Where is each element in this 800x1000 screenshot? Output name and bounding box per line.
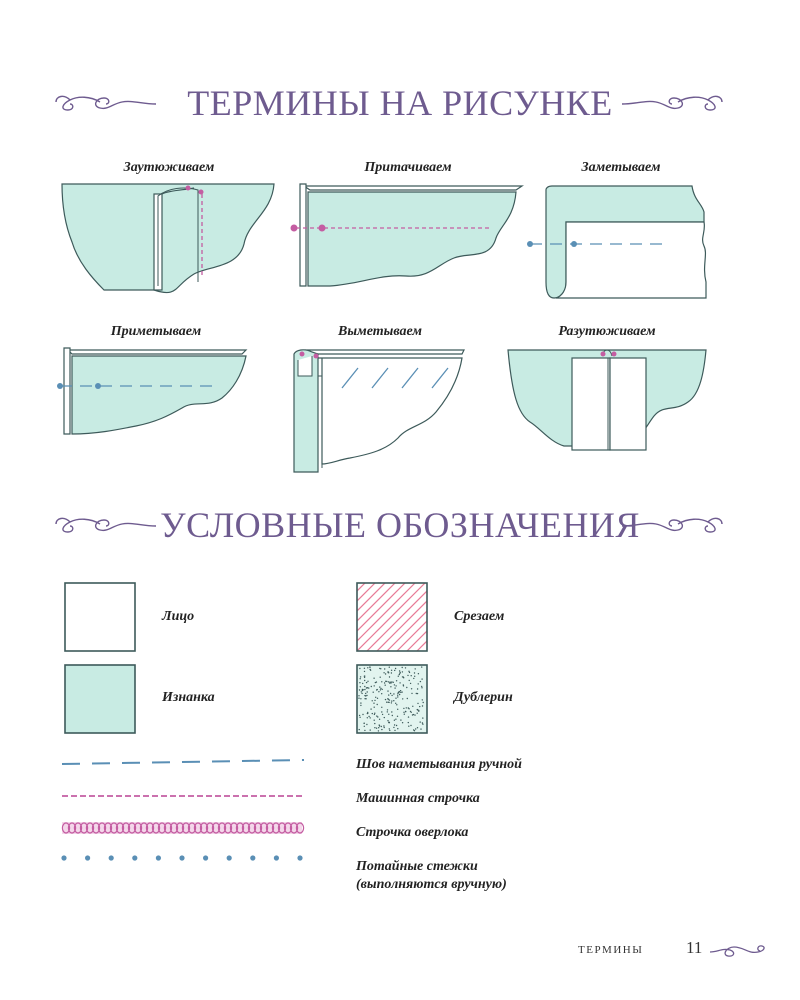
texture-dot <box>389 722 390 723</box>
texture-dot <box>412 714 413 715</box>
texture-dot <box>405 667 406 668</box>
term-press-over <box>58 160 280 300</box>
texture-dot <box>395 719 396 720</box>
texture-dot <box>403 685 404 686</box>
texture-dot <box>414 672 415 673</box>
term-baste-out <box>290 324 470 484</box>
texture-dot <box>381 681 382 682</box>
texture-dot <box>395 698 396 699</box>
texture-dot <box>364 677 365 678</box>
blind-stitch-dot <box>132 855 137 860</box>
texture-dot <box>408 726 409 727</box>
texture-dot <box>377 704 378 705</box>
texture-dot <box>381 707 382 708</box>
texture-dot <box>393 700 394 701</box>
texture-dot <box>384 668 385 669</box>
texture-dot <box>417 693 418 694</box>
texture-dot <box>388 702 389 703</box>
texture-dot <box>384 682 385 683</box>
texture-dot <box>374 727 375 728</box>
term-label: Приметываем <box>110 324 202 339</box>
texture-dot <box>389 682 390 683</box>
blind-stitch-dot <box>61 855 66 860</box>
texture-dot <box>367 712 368 713</box>
texture-dot <box>395 668 396 669</box>
texture-dot <box>388 681 389 682</box>
term-label: Разутюживаем <box>558 324 656 339</box>
texture-dot <box>399 674 400 675</box>
texture-dot <box>387 698 388 699</box>
texture-dot <box>422 724 423 725</box>
texture-dot <box>374 714 375 715</box>
texture-dot <box>399 682 400 683</box>
texture-dot <box>393 693 394 694</box>
texture-dot <box>401 691 402 692</box>
texture-dot <box>409 680 410 681</box>
texture-dot <box>367 687 368 688</box>
blind-stitch-dot <box>85 855 90 860</box>
texture-dot <box>402 698 403 699</box>
section-title-terms <box>0 78 800 128</box>
interfacing-label: Дублерин <box>454 690 513 705</box>
texture-dot <box>393 682 394 683</box>
texture-dot <box>394 720 395 721</box>
section-title-legend <box>0 500 800 550</box>
texture-dot <box>390 682 391 683</box>
texture-dot <box>369 667 370 668</box>
texture-dot <box>384 727 385 728</box>
term-label: Заметываем <box>581 160 661 175</box>
overlock-label: Строчка оверлока <box>356 825 469 840</box>
texture-dot <box>393 727 394 728</box>
texture-dot <box>378 727 379 728</box>
texture-dot <box>411 693 412 694</box>
texture-dot <box>397 728 398 729</box>
texture-dot <box>408 716 409 717</box>
term-label: Притачиваем <box>364 160 452 175</box>
texture-dot <box>418 673 419 674</box>
texture-dot <box>374 685 375 686</box>
texture-dot <box>402 671 403 672</box>
baste-out-illustration <box>290 346 470 476</box>
texture-dot <box>361 691 362 692</box>
texture-dot <box>366 695 367 696</box>
texture-dot <box>364 698 365 699</box>
face-swatch <box>64 582 136 652</box>
texture-dot <box>364 689 365 690</box>
texture-dot <box>377 698 378 699</box>
texture-dot <box>413 678 414 679</box>
texture-dot <box>383 725 384 726</box>
texture-dot <box>389 730 390 731</box>
flourish-right-icon <box>618 512 726 536</box>
texture-dot <box>384 717 385 718</box>
texture-dot <box>362 714 363 715</box>
texture-dot <box>414 714 415 715</box>
texture-dot <box>403 708 404 709</box>
term-label: Выметываем <box>338 324 422 339</box>
texture-dot <box>407 675 408 676</box>
texture-dot <box>396 725 397 726</box>
texture-dot <box>396 704 397 705</box>
texture-dot <box>415 728 416 729</box>
texture-dot <box>376 728 377 729</box>
texture-dot <box>366 687 367 688</box>
texture-dot <box>370 729 371 730</box>
texture-dot <box>394 724 395 725</box>
texture-dot <box>380 688 381 689</box>
texture-dot <box>360 705 361 706</box>
texture-dot <box>364 668 365 669</box>
texture-dot <box>406 707 407 708</box>
texture-dot <box>395 703 396 704</box>
texture-dot <box>363 723 364 724</box>
texture-dot <box>387 709 388 710</box>
blind-stitch-line <box>58 848 310 868</box>
texture-dot <box>420 681 421 682</box>
texture-dot <box>364 676 365 677</box>
term-stitch-on <box>290 160 526 300</box>
texture-dot <box>394 730 395 731</box>
texture-dot <box>422 699 423 700</box>
texture-dot <box>423 702 424 703</box>
texture-dot <box>372 700 373 701</box>
texture-dot <box>414 676 415 677</box>
texture-dot <box>379 719 380 720</box>
texture-dot <box>367 717 368 718</box>
flourish-footer-icon <box>708 944 768 958</box>
texture-dot <box>408 722 409 723</box>
texture-dot <box>385 685 386 686</box>
texture-dot <box>387 690 388 691</box>
texture-dot <box>361 693 362 694</box>
blind-stitch-label-1: Потайные стежки <box>356 859 478 874</box>
texture-dot <box>379 686 380 687</box>
texture-dot <box>366 724 367 725</box>
texture-dot <box>375 682 376 683</box>
interfacing-swatch <box>356 664 428 734</box>
texture-dot <box>374 720 375 721</box>
texture-dot <box>413 729 414 730</box>
texture-dot <box>398 676 399 677</box>
texture-dot <box>391 670 392 671</box>
texture-dot <box>397 696 398 697</box>
texture-dot <box>374 713 375 714</box>
texture-dot <box>394 684 395 685</box>
texture-dot <box>382 689 383 690</box>
texture-dot <box>388 694 389 695</box>
texture-dot <box>381 726 382 727</box>
texture-dot <box>380 668 381 669</box>
texture-dot <box>391 711 392 712</box>
texture-dot <box>359 682 360 683</box>
texture-dot <box>387 720 388 721</box>
texture-dot <box>386 702 387 703</box>
texture-dot <box>399 691 400 692</box>
press-open-illustration <box>504 346 710 456</box>
texture-dot <box>368 716 369 717</box>
term-press-open <box>504 324 710 464</box>
texture-dot <box>388 714 389 715</box>
texture-dot <box>380 677 381 678</box>
texture-dot <box>395 685 396 686</box>
cut-swatch <box>356 582 428 652</box>
texture-dot <box>421 687 422 688</box>
texture-dot <box>367 691 368 692</box>
texture-dot <box>385 699 386 700</box>
texture-dot <box>397 709 398 710</box>
texture-dot <box>377 689 378 690</box>
texture-dot <box>410 711 411 712</box>
texture-dot <box>422 717 423 718</box>
texture-dot <box>360 702 361 703</box>
blind-stitch-dot <box>274 855 279 860</box>
texture-dot <box>370 708 371 709</box>
texture-dot <box>389 699 390 700</box>
texture-dot <box>403 712 404 713</box>
texture-dot <box>410 725 411 726</box>
texture-dot <box>358 695 359 696</box>
texture-dot <box>417 688 418 689</box>
blind-stitch-dot <box>203 855 208 860</box>
machine-stitch-line <box>58 786 310 806</box>
texture-dot <box>373 678 374 679</box>
texture-dot <box>402 722 403 723</box>
legend-title: УСЛОВНЫЕ ОБОЗНАЧЕНИЯ <box>160 505 640 545</box>
texture-dot <box>364 726 365 727</box>
stitch-on-illustration <box>290 182 526 300</box>
texture-dot <box>400 692 401 693</box>
texture-dot <box>364 671 365 672</box>
texture-dot <box>360 686 361 687</box>
term-label: Заутюживаем <box>123 160 215 175</box>
texture-dot <box>383 672 384 673</box>
texture-dot <box>364 686 365 687</box>
flourish-right-icon <box>618 90 726 114</box>
hand-basting-label: Шов наметывания ручной <box>356 757 522 772</box>
texture-dot <box>359 715 360 716</box>
term-baste-hem <box>526 160 716 300</box>
texture-dot <box>391 672 392 673</box>
blind-stitch-label-2: (выполняются вручную) <box>356 877 507 892</box>
texture-dot <box>367 667 368 668</box>
texture-dot <box>378 691 379 692</box>
texture-dot <box>385 673 386 674</box>
texture-dot <box>419 706 420 707</box>
texture-dot <box>390 686 391 687</box>
texture-dot <box>376 715 377 716</box>
texture-dot <box>389 728 390 729</box>
texture-dot <box>374 707 375 708</box>
texture-dot <box>359 717 360 718</box>
texture-dot <box>400 690 401 691</box>
texture-dot <box>420 728 421 729</box>
texture-dot <box>411 688 412 689</box>
texture-dot <box>391 700 392 701</box>
texture-dot <box>400 719 401 720</box>
texture-dot <box>381 711 382 712</box>
texture-dot <box>381 729 382 730</box>
texture-dot <box>362 683 363 684</box>
term-baste-on <box>56 324 256 444</box>
texture-dot <box>399 670 400 671</box>
texture-dot <box>407 698 408 699</box>
texture-dot <box>402 676 403 677</box>
texture-dot <box>417 727 418 728</box>
texture-dot <box>420 721 421 722</box>
texture-dot <box>391 702 392 703</box>
texture-dot <box>372 713 373 714</box>
texture-dot <box>421 666 422 667</box>
face-label: Лицо <box>162 609 195 624</box>
texture-dot <box>359 689 360 690</box>
texture-dot <box>397 716 398 717</box>
texture-dot <box>370 717 371 718</box>
texture-dot <box>362 689 363 690</box>
texture-dot <box>371 686 372 687</box>
footer-section-name: ТЕРМИНЫ <box>578 944 644 956</box>
texture-dot <box>391 695 392 696</box>
texture-dot <box>386 681 387 682</box>
page-footer <box>540 938 780 962</box>
texture-dot <box>394 687 395 688</box>
texture-dot <box>359 729 360 730</box>
machine-stitch-label: Машинная строчка <box>356 791 480 806</box>
texture-dot <box>399 673 400 674</box>
texture-dot <box>387 711 388 712</box>
blind-stitch-dot <box>297 855 302 860</box>
texture-dot <box>374 723 375 724</box>
texture-dot <box>421 686 422 687</box>
texture-dot <box>358 698 359 699</box>
baste-on-illustration <box>56 346 256 442</box>
texture-dot <box>373 692 374 693</box>
texture-dot <box>364 730 365 731</box>
page-title: ТЕРМИНЫ НА РИСУНКЕ <box>187 83 613 123</box>
texture-dot <box>380 689 381 690</box>
texture-dot <box>389 676 390 677</box>
overlock-line <box>58 818 310 838</box>
blind-stitch-dot <box>227 855 232 860</box>
texture-dot <box>415 668 416 669</box>
texture-dot <box>364 680 365 681</box>
texture-dot <box>374 700 375 701</box>
texture-dot <box>410 683 411 684</box>
texture-dot <box>404 714 405 715</box>
texture-dot <box>403 677 404 678</box>
texture-dot <box>421 678 422 679</box>
blind-stitch-dot <box>109 855 114 860</box>
back-swatch <box>64 664 136 734</box>
texture-dot <box>360 676 361 677</box>
texture-dot <box>406 687 407 688</box>
texture-dot <box>405 711 406 712</box>
texture-dot <box>360 698 361 699</box>
texture-dot <box>394 670 395 671</box>
texture-dot <box>412 706 413 707</box>
baste-hem-illustration <box>526 182 716 300</box>
texture-dot <box>389 667 390 668</box>
page-number: 11 <box>686 938 703 957</box>
texture-dot <box>375 697 376 698</box>
texture-dot <box>417 713 418 714</box>
texture-dot <box>397 695 398 696</box>
cut-label: Срезаем <box>454 609 505 624</box>
texture-dot <box>422 722 423 723</box>
texture-dot <box>418 711 419 712</box>
texture-dot <box>365 693 366 694</box>
texture-dot <box>416 693 417 694</box>
press-over-illustration <box>58 182 280 300</box>
texture-dot <box>402 667 403 668</box>
texture-dot <box>387 672 388 673</box>
texture-dot <box>411 675 412 676</box>
texture-dot <box>381 693 382 694</box>
texture-dot <box>369 669 370 670</box>
texture-dot <box>417 709 418 710</box>
texture-dot <box>399 694 400 695</box>
texture-dot <box>409 672 410 673</box>
hand-basting-line <box>58 754 310 774</box>
blind-stitch-dot <box>250 855 255 860</box>
texture-dot <box>364 695 365 696</box>
texture-dot <box>422 705 423 706</box>
blind-stitch-dot <box>179 855 184 860</box>
texture-dot <box>360 678 361 679</box>
texture-dot <box>417 703 418 704</box>
texture-dot <box>366 682 367 683</box>
texture-dot <box>373 703 374 704</box>
texture-dot <box>382 714 383 715</box>
texture-dot <box>367 681 368 682</box>
texture-dot <box>418 683 419 684</box>
texture-dot <box>378 730 379 731</box>
texture-dot <box>392 715 393 716</box>
texture-dot <box>379 725 380 726</box>
texture-dot <box>359 668 360 669</box>
texture-dot <box>408 707 409 708</box>
blind-stitch-dot <box>156 855 161 860</box>
back-label: Изнанка <box>162 690 215 705</box>
texture-dot <box>396 680 397 681</box>
texture-dot <box>390 693 391 694</box>
